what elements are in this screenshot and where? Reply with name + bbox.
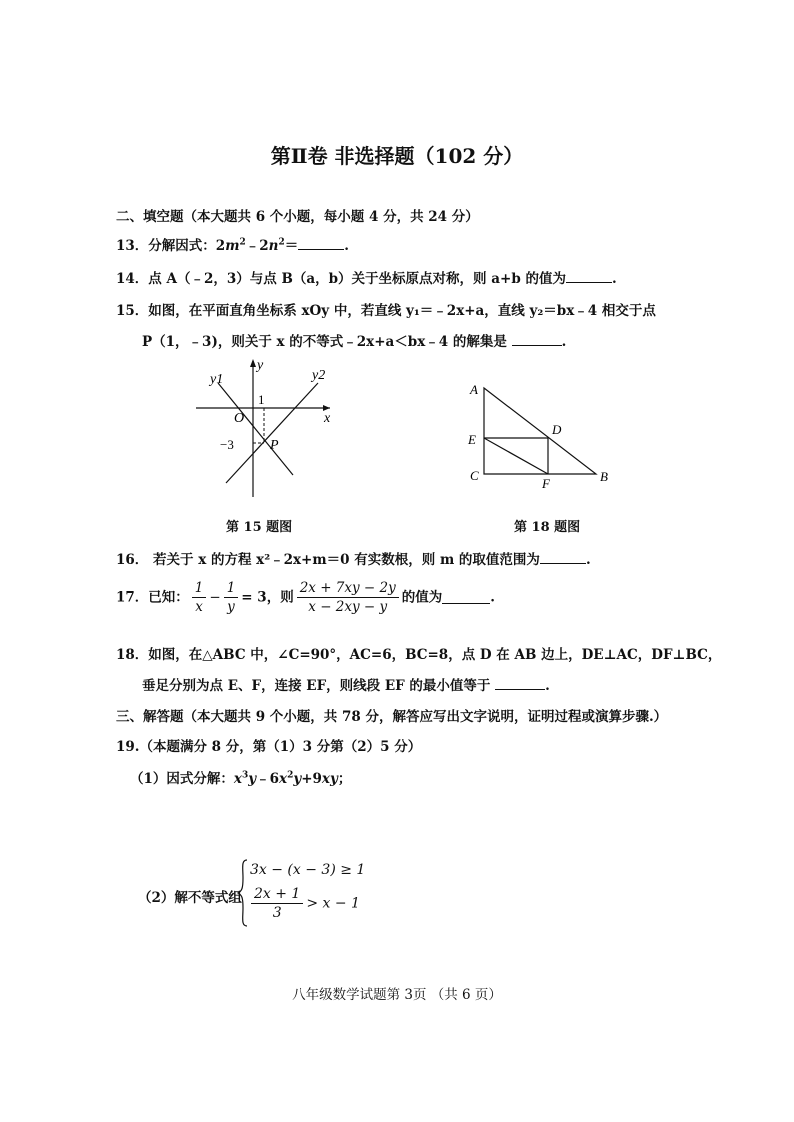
answer-blank[interactable] bbox=[512, 333, 562, 346]
question-18-line1 bbox=[116, 643, 721, 663]
label-y2: y2 bbox=[312, 368, 326, 383]
label-x: x bbox=[324, 411, 331, 426]
question-14: 14．点 A（﹣2，3）与点 B（a，b）关于坐标原点对称，则 a+b 的值为 . bbox=[116, 271, 617, 287]
answer-blank[interactable] bbox=[566, 270, 612, 283]
question-number: 13． bbox=[116, 238, 149, 254]
label-p: P bbox=[270, 438, 279, 453]
fraction-2x-plus-1-over-3: $\frac{2x + 1}{3}$ bbox=[251, 886, 303, 921]
question-19-header: 19.（本题满分 8 分，第（1）3 分第（2）5 分） bbox=[116, 739, 422, 755]
question-text: 如图，在△ABC 中，∠C=90°，AC=6，BC=8，点 D 在 AB 边上，DE⊥AC，DF⊥BC， bbox=[148, 647, 722, 663]
label-d: D bbox=[552, 422, 562, 437]
question-text: 如图，在平面直角坐标系 xOy 中，若直线 y₁＝﹣2x+a，直线 y₂＝bx﹣4 相交于点 bbox=[148, 303, 656, 319]
question-text: P（1，﹣3)，则关于 x 的不等式﹣2x+a＜bx﹣4 的解集是 bbox=[142, 334, 507, 350]
label-e: E bbox=[468, 432, 476, 447]
answer-blank[interactable] bbox=[540, 551, 586, 564]
question-text: 若关于 x 的方程 x²﹣2x+m＝0 有实数根，则 m 的取值范围为 bbox=[153, 552, 540, 568]
question-number: 16． bbox=[116, 552, 149, 568]
question-13: 13．分解因式：$2m^2﹣2n^2=$ . bbox=[116, 237, 349, 254]
line-y2 bbox=[226, 383, 318, 483]
fraction-1-over-y: $\frac{1}{y}$ bbox=[224, 580, 239, 615]
target-fraction: $\frac{2x + 7xy - 2y}{x - 2xy - y}$ bbox=[297, 580, 399, 615]
page-title: 第Ⅱ卷 非选择题（102 分） bbox=[270, 144, 524, 168]
question-19-part1: （1）因式分解：$x^3y﹣6x^2y+9xy$； bbox=[130, 770, 352, 787]
page-footer: 八年级数学试题第 3页 （共 6 页） bbox=[292, 987, 502, 1003]
question-number: 18． bbox=[116, 647, 149, 663]
section-heading-solve: 三、解答题（本大题共 9 个小题，共 78 分，解答应写出文字说明，证明过程或演算步骤.） bbox=[116, 709, 668, 725]
question-16: 16． 若关于 x 的方程 x²﹣2x+m＝0 有实数根，则 m 的取值范围为 . bbox=[116, 552, 591, 568]
answer-blank[interactable] bbox=[495, 677, 545, 690]
figure-15-graph bbox=[190, 355, 350, 505]
question-text: 分解因式： bbox=[148, 238, 216, 254]
label-c: C bbox=[470, 468, 479, 483]
question-15-line1 bbox=[116, 299, 656, 319]
fraction-1-over-x: $\frac{1}{x}$ bbox=[192, 580, 207, 615]
figure-18-caption: 第 18 题图 bbox=[514, 520, 581, 535]
question-number: 15． bbox=[116, 303, 149, 319]
inequality-2: $\frac{2x + 1}{3}$ > x − 1 bbox=[248, 886, 360, 921]
question-18-line2: 垂足分别为点 E、F，连接 EF，则线段 EF 的最小值等于 . bbox=[142, 678, 550, 694]
label-y1: y1 bbox=[210, 372, 224, 387]
label-f: F bbox=[542, 476, 550, 488]
line-y1 bbox=[218, 383, 293, 475]
part-label: （1）因式分解： bbox=[130, 771, 234, 787]
question-number: 17． bbox=[116, 589, 149, 606]
section-heading-fill-blank: 二、填空题（本大题共 6 个小题，每小题 4 分，共 24 分） bbox=[116, 209, 479, 225]
answer-blank[interactable] bbox=[298, 237, 344, 250]
label-one: 1 bbox=[258, 392, 265, 407]
question-19-part2-label: （2）解不等式组 bbox=[138, 890, 242, 906]
label-b: B bbox=[600, 469, 608, 484]
question-17: 17．已知： $\frac{1}{x}$ − $\frac{1}{y}$ = 3，则 $\frac{2x + 7xy - 2y}{x - 2xy - y}$ 的值为 . bbox=[116, 580, 495, 615]
figure-15-caption: 第 15 题图 bbox=[226, 520, 293, 535]
label-a: A bbox=[470, 382, 478, 397]
question-15-line2: P（1，﹣3)，则关于 x 的不等式﹣2x+a＜bx﹣4 的解集是 . bbox=[142, 334, 567, 350]
figure-18-triangle bbox=[462, 378, 622, 488]
label-neg3: −3 bbox=[220, 437, 234, 452]
answer-blank[interactable] bbox=[442, 591, 490, 604]
label-y: y bbox=[257, 358, 264, 373]
question-text: 点 A（﹣2，3）与点 B（a，b）关于坐标原点对称，则 a+b 的值为 bbox=[148, 271, 566, 287]
triangle-abc bbox=[484, 388, 596, 474]
equals-3: = 3，则 bbox=[241, 589, 294, 606]
question-prefix: 已知： bbox=[148, 589, 189, 606]
question-suffix: 的值为 bbox=[401, 589, 443, 606]
segment-ef bbox=[484, 438, 548, 474]
minus-sign: − bbox=[209, 589, 221, 606]
question-number: 14． bbox=[116, 271, 149, 287]
y-axis-arrow bbox=[250, 359, 256, 367]
question-text: 垂足分别为点 E、F，连接 EF，则线段 EF 的最小值等于 bbox=[142, 678, 491, 694]
inequality-1: 3x − (x − 3) ≥ 1 bbox=[250, 862, 366, 878]
label-origin: O bbox=[234, 411, 245, 426]
